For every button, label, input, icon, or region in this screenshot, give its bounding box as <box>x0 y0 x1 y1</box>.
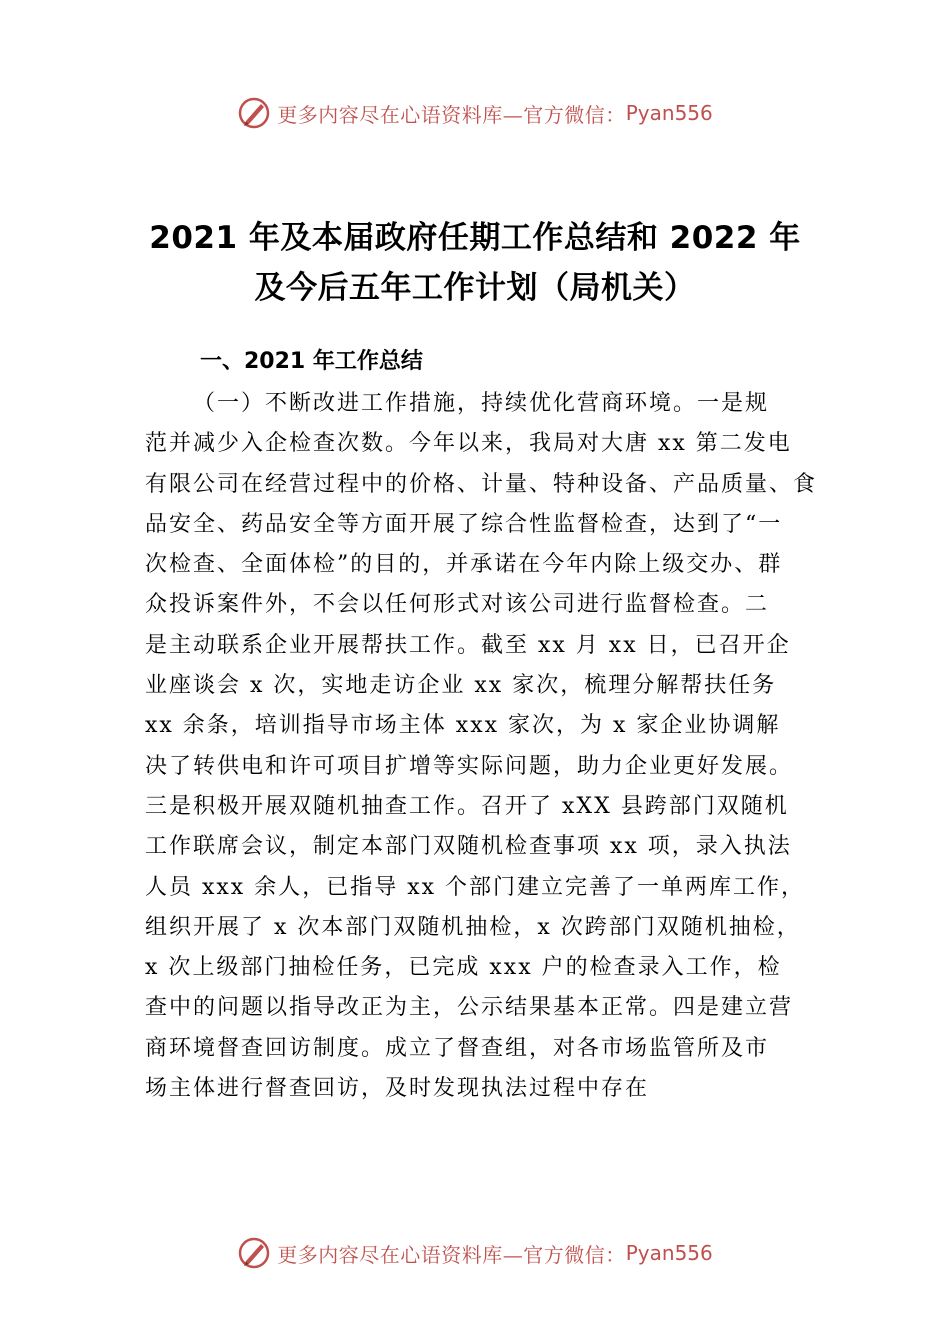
wechat-id: Pyan556 <box>625 101 713 125</box>
title-line-2: 及今后五年工作计划（局机关） <box>254 270 696 306</box>
body-paragraph <box>145 384 825 1109</box>
paragraph-line: 组织开展了 x 次本部门双随机抽检，x 次跨部门双随机抽检， <box>145 914 801 940</box>
wechat-id: Pyan556 <box>625 1241 713 1265</box>
document-title <box>100 213 850 313</box>
paragraph-line: x 次上级部门抽检任务，已完成 xxx 户的检查录入工作，检 <box>145 955 782 981</box>
pen-seal-icon <box>237 96 271 130</box>
watermark-text: 更多内容尽在心语资料库—官方微信： <box>277 102 626 127</box>
paragraph-line: 查中的问题以指导改正为主，公示结果基本正常。四是建立营 <box>145 995 794 1021</box>
paragraph-line: 场主体进行督查回访，及时发现执法过程中存在 <box>145 1076 650 1102</box>
paragraph-line: 有限公司在经营过程中的价格、计量、特种设备、产品质量、食 <box>145 471 818 497</box>
pen-seal-icon <box>237 1236 271 1270</box>
paragraph-line: 决了转供电和许可项目扩增等实际问题，助力企业更好发展。 <box>145 753 794 779</box>
paragraph-line: 三是积极开展双随机抽查工作。召开了 xXX 县跨部门双随机 <box>145 793 789 819</box>
watermark-text: 更多内容尽在心语资料库—官方微信： <box>277 1242 626 1267</box>
watermark-banner-bottom <box>0 1233 950 1273</box>
title-line-1: 2021 年及本届政府任期工作总结和 2022 年 <box>149 220 801 256</box>
watermark-banner-top <box>0 93 950 133</box>
paragraph-line: 范并减少入企检查次数。今年以来，我局对大唐 xx 第二发电 <box>145 431 792 457</box>
paragraph-line: 商环境督查回访制度。成立了督查组，对各市场监管所及市 <box>145 1035 770 1061</box>
paragraph-line: 众投诉案件外，不会以任何形式对该公司进行监督检查。二 <box>145 592 770 618</box>
paragraph-line: 是主动联系企业开展帮扶工作。截至 xx 月 xx 日，已召开企 <box>145 632 791 658</box>
section-heading: 一、2021 年工作总结 <box>200 349 423 374</box>
paragraph-line: 品安全、药品安全等方面开展了综合性监督检查，达到了“一 <box>145 511 783 537</box>
paragraph-line: 次检查、全面体检”的目的，并承诺在今年内除上级交办、群 <box>145 552 783 578</box>
paragraph-line: 业座谈会 x 次，实地走访企业 xx 家次，梳理分解帮扶任务 <box>145 673 777 699</box>
paragraph-line: xx 余条，培训指导市场主体 xxx 家次，为 x 家企业协调解 <box>145 713 781 739</box>
paragraph-line: （一）不断改进工作措施，持续优化营商环境。一是规 <box>193 391 770 416</box>
paragraph-line: 人员 xxx 余人，已指导 xx 个部门建立完善了一单两库工作， <box>145 874 806 900</box>
paragraph-line: 工作联席会议，制定本部门双随机检查事项 xx 项，录入执法 <box>145 834 792 860</box>
